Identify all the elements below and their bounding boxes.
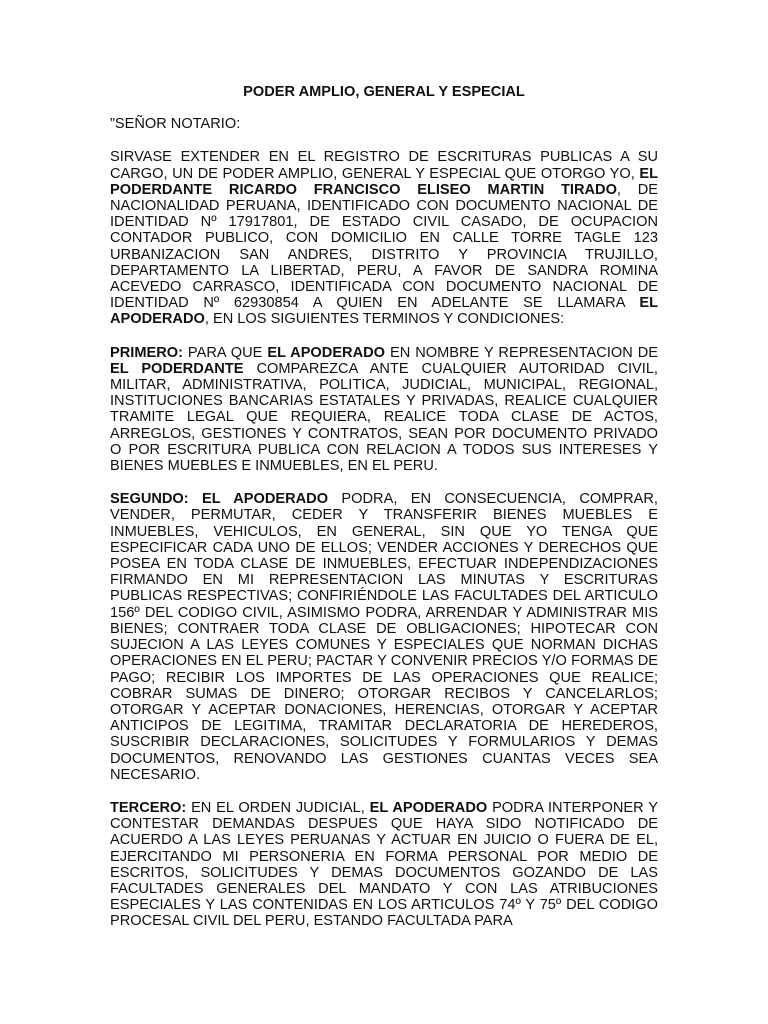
clause-segundo-text-1: [189, 491, 202, 507]
document-title: PODER AMPLIO, GENERAL Y ESPECIAL: [243, 84, 525, 100]
clause-primero: [110, 345, 658, 475]
clause-tercero: [110, 800, 658, 930]
clause-segundo: [110, 491, 658, 783]
clause-segundo-text-2: PODRA, EN CONSECUENCIA, COMPRAR, VENDER, PERMUTAR, CEDER Y TRANSFERIR BIENES MUEBLES E INMUEBLES, VEHICULOS, EN GENERAL, SIN QUE YO TENGA QUE ESPECIFICAR CADA UNO DE ELLOS; VENDER ACCIONES Y DERECHOS QUE POSEA EN TODA CLASE DE INMUEBLES, EFECTUAR INDEPENDIZACIONES FIRMANDO EN MI REPRESENTACION LAS MINUTAS Y ESCRITURAS PUBLICAS RESPECTIVAS; CONFIRIÉNDOLE LAS FACULTADES DEL ARTICULO 156º DEL CODIGO CIVIL, ASIMISMO PODRA, ARRENDAR Y ADMINISTRAR MIS BIENES; CONTRAER TODA CLASE DE OBLIGACIONES; HIPOTECAR CON SUJECION A LAS LEYES COMUNES Y ESPECIALES QUE NORMAN DICHAS OPERACIONES EN EL PERU; PACTAR Y CONVENIR PRECIOS Y/O FORMAS DE PAGO; RECIBIR LOS IMPORTES DE LAS OPERACIONES QUE REALICE; COBRAR SUMAS DE DINERO; OTORGAR RECIBOS Y CANCELARLOS; OTORGAR Y ACEPTAR DONACIONES, HERENCIAS, OTORGAR Y ACEPTAR ANTICIPOS DE LEGITIMA, TRAMITAR DECLARATORIA DE HEREDEROS, SUSCRIBIR DECLARACIONES, SOLICITUDES Y FORMULARIOS Y DEMAS DOCUMENTOS, RENOVANDO LAS GESTIONES CUANTAS VECES SEA NECESARIO.: [110, 491, 658, 783]
clause-primero-text-2: EN NOMBRE Y REPRESENTACION DE: [385, 344, 659, 361]
clause-primero-attorney: EL APODERADO: [267, 344, 386, 361]
clause-tercero-label: TERCERO:: [110, 799, 187, 816]
intro-text-1: SIRVASE EXTENDER EN EL REGISTRO DE ESCRITURAS PUBLICAS A SU CARGO, UN DE PODER AMPLIO, GENERAL Y ESPECIAL QUE OTORGO YO,: [110, 149, 658, 182]
clause-primero-text-1: PARA QUE: [182, 344, 268, 361]
clause-segundo-attorney: EL APODERADO: [202, 491, 329, 508]
intro-attorney-term: EL APODERADO: [110, 295, 658, 328]
clause-segundo-label: SEGUNDO:: [110, 491, 189, 508]
intro-text-3: , EN LOS SIGUIENTES TERMINOS Y CONDICIONES:: [204, 311, 565, 328]
clause-primero-text-3: COMPAREZCA ANTE CUALQUIER AUTORIDAD CIVIL, MILITAR, ADMINISTRATIVA, POLITICA, JUDICIAL, MUNICIPAL, REGIONAL, INSTITUCIONES BANCARIAS ESTATALES Y PRIVADAS, REALICE CUALQUIER TRAMITE LEGAL QUE REQUIERA, REALICE TODA CLASE DE ACTOS, ARREGLOS, GESTIONES Y CONTRATOS, SEAN POR DOCUMENTO PRIVADO O POR ESCRITURA PUBLICA CON RELACION A TODOS SUS INTERESES Y BIENES MUEBLES E INMUEBLES, EN EL PERU.: [110, 360, 658, 475]
clause-tercero-text-2: PODRA INTERPONER Y CONTESTAR DEMANDAS DESPUES QUE HAYA SIDO NOTIFICADO DE ACUERDO A LAS LEYES PERUANAS Y ACTUAR EN JUICIO O FUERA DE EL, EJERCITANDO MI PERSONERIA EN FORMA PERSONAL POR MEDIO DE ESCRITOS, SOLICITUDES Y DEMAS DOCUMENTOS GOZANDO DE LAS FACULTADES GENERALES DEL MANDATO Y CON LAS ATRIBUCIONES ESPECIALES Y LAS CONTENIDAS EN LOS ARTICULOS 74º Y 75º DEL CODIGO PROCESAL CIVIL DEL PERU, ESTANDO FACULTADA PARA: [110, 799, 658, 930]
document-page: [110, 84, 658, 947]
salutation: ”SEÑOR NOTARIO:: [110, 116, 241, 133]
clause-primero-label: PRIMERO:: [110, 344, 183, 361]
intro-grantor-name: EL PODERDANTE RICARDO FRANCISCO ELISEO MARTIN TIRADO: [110, 165, 658, 198]
intro-text-2: , DE NACIONALIDAD PERUANA, IDENTIFICADO CON DOCUMENTO NACIONAL DE IDENTIDAD Nº 17917801, DE ESTADO CIVIL CASADO, DE OCUPACION CONTADOR PUBLICO, CON DOMICILIO EN CALLE TORRE TAGLE 123 URBANIZACION SAN ANDRES, DISTRITO Y PROVINCIA TRUJILLO, DEPARTAMENTO LA LIBERTAD, PERU, A FAVOR DE SANDRA ROMINA ACEVEDO CARRASCO, IDENTIFICADA CON DOCUMENTO NACIONAL DE IDENTIDAD Nº 62930854 A QUIEN EN ADELANTE SE LLAMARA: [110, 181, 658, 312]
clause-tercero-attorney: EL APODERADO: [369, 799, 488, 816]
intro-paragraph: [110, 149, 658, 327]
clause-primero-grantor: EL PODERDANTE: [110, 360, 244, 377]
clause-tercero-text-1: EN EL ORDEN JUDICIAL,: [186, 799, 370, 816]
